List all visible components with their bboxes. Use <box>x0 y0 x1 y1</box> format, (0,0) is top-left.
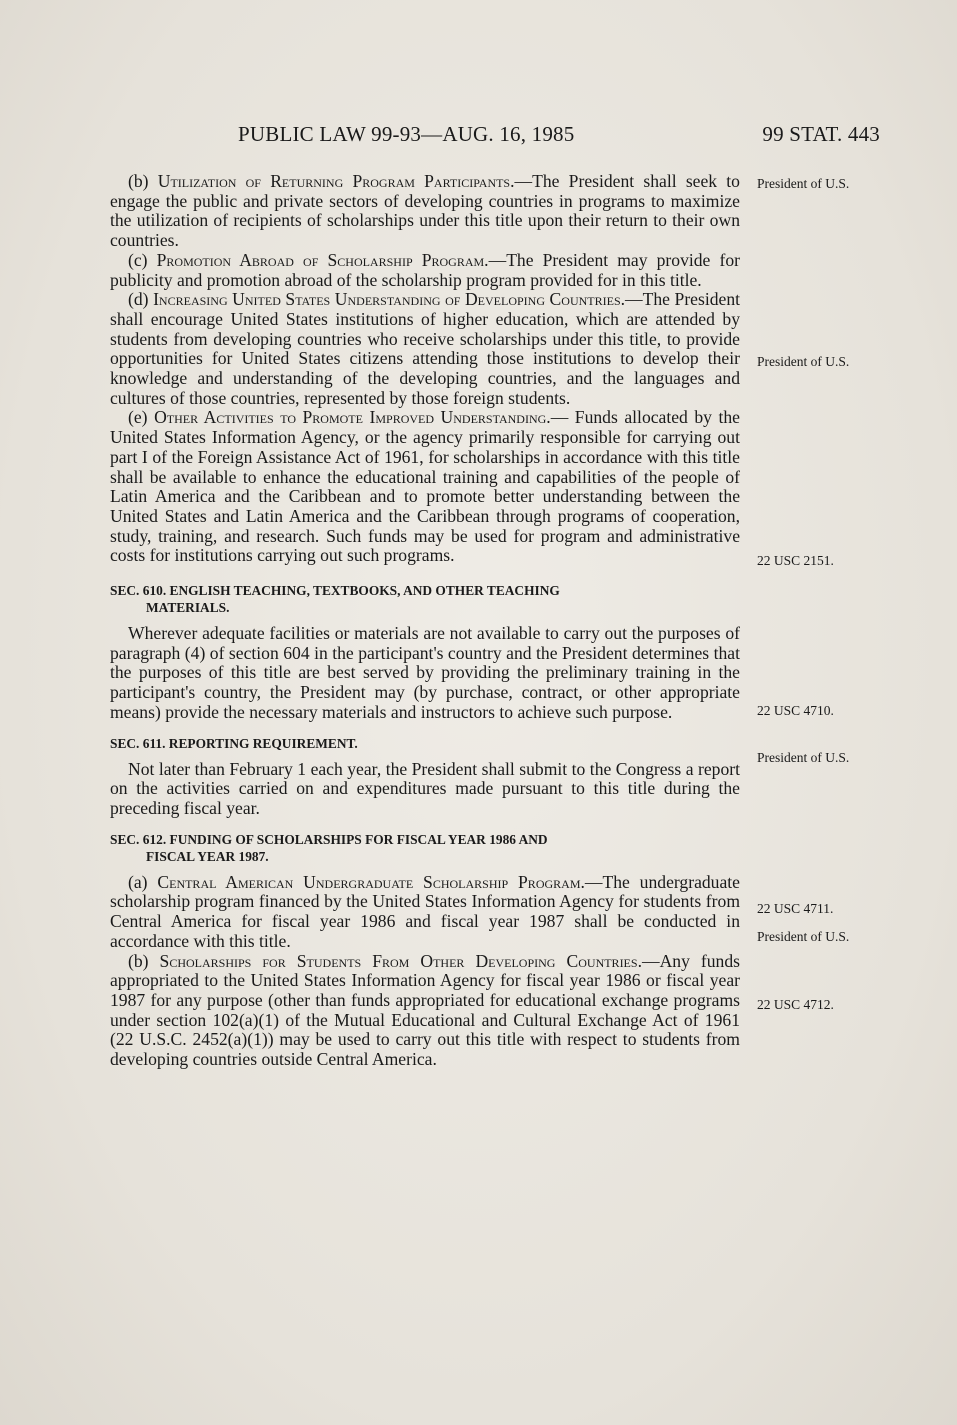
header-stat-page: 99 STAT. 443 <box>762 122 880 146</box>
section-611-title: SEC. 611. REPORTING REQUIREMENT. <box>110 735 358 751</box>
page-header <box>230 122 880 152</box>
section-612-paragraph-a: (a) Central American Undergraduate Scholarship Program.—The undergraduate scholarship program financed by the United States Information Agency for students from Central America for fiscal year 1986 and fiscal year 1987 shall be conducted in accordance with this title. <box>110 871 740 951</box>
paragraph-heading: Utilization of Returning Program Participants. <box>157 171 515 191</box>
section-612-paragraph-b: (b) Scholarships for Students From Other Developing Countries.—Any funds appropriated to the United States Information Agency for fiscal year 1986 or fiscal year 1987 for any purpose (other than funds appropriated for educational exchange programs under section 102(a)(1) of the Mutual Educational and Cultural Exchange Act of 1961 (22 U.S.C. 2452(a)(1)) may be used to carry out this title with respect to students from developing countries outside Central America. <box>110 950 740 1070</box>
margin-note: President of U.S. <box>757 750 850 765</box>
paragraph-heading: Central American Undergraduate Scholarship Program. <box>157 871 585 892</box>
margin-note: 22 USC 4710. <box>757 703 834 718</box>
paragraph-heading: Other Activities to Promote Improved Understanding. <box>154 407 551 428</box>
paragraph-heading: Increasing United States Understanding of Developing Countries. <box>153 289 626 310</box>
paragraph-heading: Scholarships for Students From Other Developing Countries. <box>159 950 642 971</box>
section-611-text: Not later than February 1 each year, the President shall submit to the Congress a report on the activities carried on and expenditures made pursuant to this title during the preceding fiscal year. <box>110 758 740 818</box>
header-law-title: PUBLIC LAW 99-93—AUG. 16, 1985 <box>238 122 575 146</box>
document-body <box>110 172 740 1070</box>
paragraph-heading: Promotion Abroad of Scholarship Program. <box>156 249 489 270</box>
paragraph-c-promotion: (c) Promotion Abroad of Scholarship Program.—The President may provide for publicity and promotion abroad of the scholarship program provided for in this title. <box>110 249 740 290</box>
section-610-text: Wherever adequate facilities or materials are not available to carry out the purposes of paragraph (4) of section 604 in the participant's country and the President determines that the purposes of this title are best served by providing the preliminary training in the participant's country, the President may (by purchase, contract, or other appropriate means) provide the necessary materials and instructors to achieve such purpose. <box>110 623 740 722</box>
section-612-title: SEC. 612. FUNDING OF SCHOLARSHIPS FOR FISCAL YEAR 1986 AND FISCAL YEAR 1987. <box>110 831 548 864</box>
margin-note: President of U.S. <box>757 929 850 944</box>
margin-note: President of U.S. <box>757 354 850 369</box>
paragraph-e-other-activities: (e) Other Activities to Promote Improved Understanding.— Funds allocated by the United States Information Agency, or the agency primarily responsible for carrying out part I of the Foreign Assistance Act of 1961, for scholarships in accordance with this title shall be available to enhance the educational training and capabilities of the people of Latin America and the Caribbean and to promote better understanding between the United States and Latin America and the Caribbean through programs of cooperation, study, training, and research. Such funds may be used for program and administrative costs for institutions carrying out such programs. <box>110 407 740 566</box>
section-610-title: SEC. 610. ENGLISH TEACHING, TEXTBOOKS, AND OTHER TEACHING MATERIALS. <box>110 583 560 616</box>
margin-note: 22 USC 2151. <box>757 553 834 568</box>
paragraph-d-understanding: (d) Increasing United States Understanding of Developing Countries.—The President shall encourage United States institutions of higher education, which are attended by students from developing countries who receive scholarships under this title, to provide opportunities for United States citizens attending those institutions to develop their knowledge and understanding of the developing countries, and the languages and cultures of those countries, represented by those foreign students. <box>110 289 741 408</box>
margin-note: 22 USC 4711. <box>757 901 834 916</box>
margin-note: 22 USC 4712. <box>757 997 834 1012</box>
paragraph-b-utilization: (b) Utilization of Returning Program Participants.—The President shall seek to engage the public and private sectors of developing countries in programs to maximize the utilization of recipients of scholarships under this title upon their return to their own countries. <box>110 171 740 251</box>
margin-note: President of U.S. <box>757 176 850 191</box>
